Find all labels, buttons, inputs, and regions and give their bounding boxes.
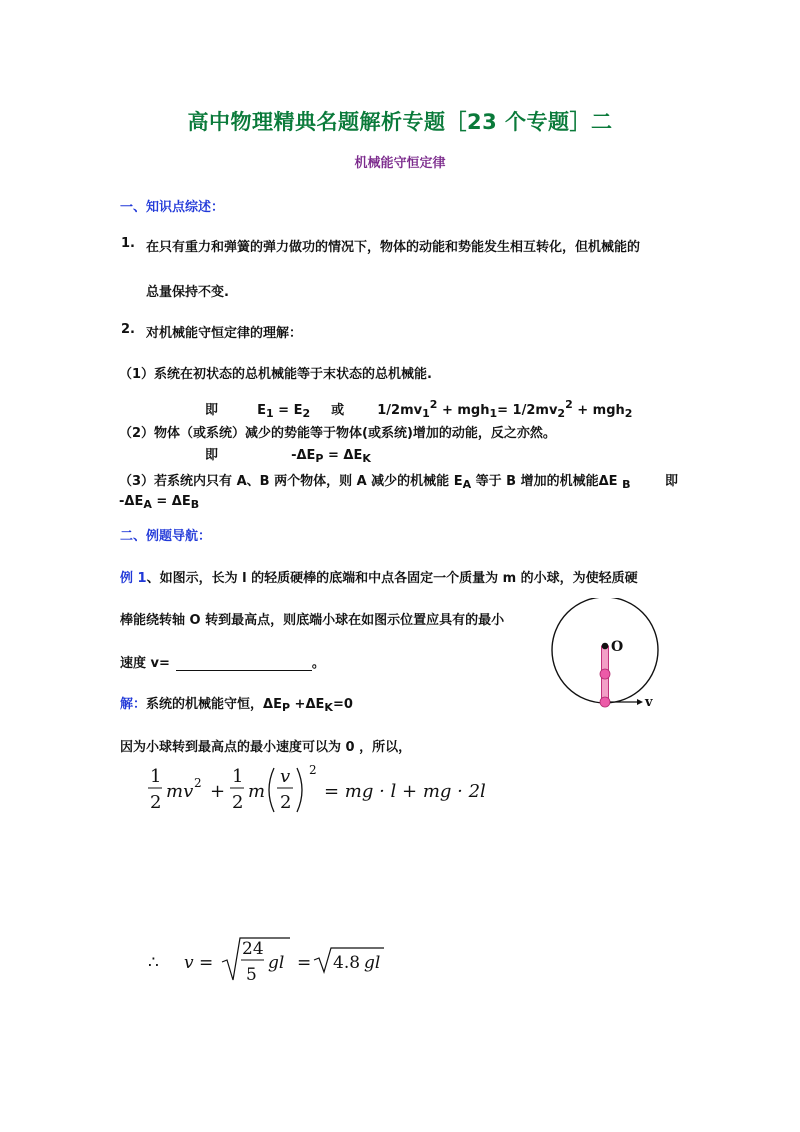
paragraph-3-line-1: （3）若系统内只有 A、B 两个物体，则 A 减少的机械能 $E_A$ 等于 B 增加的机械能ΔE $_B$ — [119, 474, 631, 491]
svg-text:2: 2 — [194, 776, 202, 790]
answer-blank — [176, 658, 312, 671]
svg-text:+: + — [210, 781, 226, 802]
svg-text:mv: mv — [166, 781, 194, 802]
velocity-result — [140, 932, 400, 988]
svg-text:v =: v = — [184, 953, 214, 973]
section-heading-examples: 二、例题导航： — [120, 529, 212, 544]
svg-text:1: 1 — [232, 766, 244, 787]
solution-line: 解：系统的机械能守恒，$\Delta E_P +\Delta E_K=0$ — [120, 697, 353, 714]
item-1-line-2: 总量保持不变. — [146, 285, 229, 300]
label-v: v — [645, 695, 653, 710]
svg-text:= mg · l + mg · 2l: = mg · l + mg · 2l — [324, 781, 486, 802]
svg-text:2: 2 — [309, 763, 317, 777]
svg-text:2: 2 — [150, 792, 162, 813]
reasoning-line: 因为小球转到最高点的最小速度可以为 0 ，所以， — [120, 740, 412, 755]
item-1-line-1: 在只有重力和弹簧的弹力做功的情况下，物体的动能和势能发生相互转化，但机械能的 — [146, 240, 641, 255]
section-heading-overview: 一、知识点综述： — [120, 200, 225, 215]
svg-text:4.8: 4.8 — [333, 953, 361, 973]
svg-text:24: 24 — [242, 939, 264, 959]
equation-1: 即 $E_1 = E_2$ 或 $1/2mv_1^2 + mgh_1= 1/2mv_2^2 + mgh_2$ — [205, 398, 633, 420]
bottom-ball — [600, 697, 610, 707]
svg-text:v: v — [280, 766, 291, 787]
example-1-line-1: 例 1、如图示，长为 l 的轻质硬棒的底端和中点各固定一个质量为 m 的小球，为使轻质硬 — [120, 571, 638, 586]
svg-text:2: 2 — [232, 792, 244, 813]
paragraph-3-line-2: $-\Delta E_A = \Delta E_B$ — [119, 494, 200, 511]
item-2-text: 对机械能守恒定律的理解： — [146, 326, 303, 341]
item-2-number: 2. — [121, 322, 135, 337]
svg-text:gl: gl — [268, 953, 285, 973]
velocity-arrow-head — [637, 699, 643, 705]
svg-text:5: 5 — [246, 965, 257, 985]
eq1-ji: 即 — [205, 403, 219, 418]
middle-ball — [600, 669, 610, 679]
pivot-o-dot — [602, 643, 609, 650]
svg-text:m: m — [248, 781, 266, 802]
equation-2: 即 $-\Delta E_P = \Delta E_K$ — [205, 448, 371, 465]
page-subtitle: 机械能守恒定律 — [354, 156, 446, 171]
example-1-label: 例 1 — [120, 571, 147, 586]
rod-rotation-figure — [545, 598, 675, 714]
label-o: O — [611, 639, 624, 655]
svg-text:1: 1 — [150, 766, 162, 787]
svg-text:2: 2 — [280, 792, 292, 813]
example-1-line-3: 速度 v= 。 — [120, 656, 325, 671]
paragraph-3-ji: 即 — [665, 474, 679, 489]
paragraph-1: （1）系统在初状态的总机械能等于末状态的总机械能. — [119, 367, 432, 382]
svg-text:∴: ∴ — [148, 953, 159, 973]
item-1-number: 1. — [121, 236, 135, 251]
energy-equation — [140, 760, 520, 820]
svg-text:gl: gl — [364, 953, 381, 973]
svg-text:=: = — [297, 953, 312, 973]
paragraph-2: （2）物体（或系统）减少的势能等于物体(或系统)增加的动能，反之亦然。 — [119, 426, 556, 441]
page-title: 高中物理精典名题解析专题［23 个专题］二 — [187, 110, 613, 134]
example-1-line-2: 棒能绕转轴 O 转到最高点，则底端小球在如图示位置应具有的最小 — [120, 613, 505, 628]
